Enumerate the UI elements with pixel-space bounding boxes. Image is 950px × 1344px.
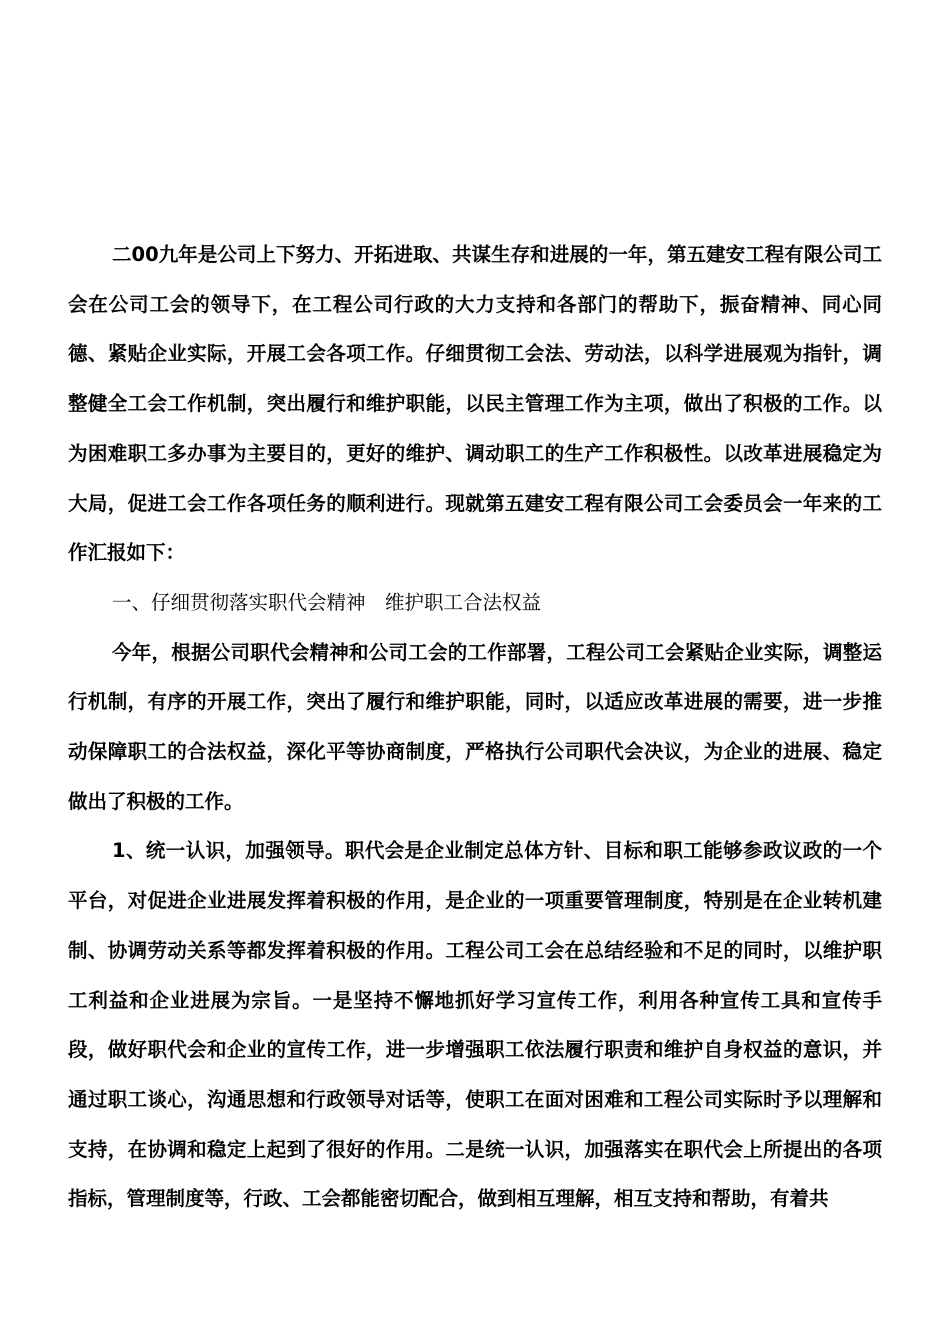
item-paragraph: 1、统一认识，加强领导。职代会是企业制定总体方针、目标和职工能够参政议政的一个平台，对促进企业进展发挥着积极的作用，是企业的一项重要管理制度，特别是在企业转机建制、协调劳动关系等都发挥着积极的作用。工程公司工会在总结经验和不足的同时，以维护职工利益和企业进展为宗旨。一是坚持不懈地抓好学习宣传工作，利用各种宣传工具和宣传手段，做好职代会和企业的宣传工作，进一步增强职工依法履行职责和维护自身权益的意识，并通过职工谈心，沟通思想和行政领导对话等，使职工在面对困难和工程公司实际时予以理解和支持，在协调和稳定上起到了很好的作用。二是统一认识，加强落实在职代会上所提出的各项指标，管理制度等，行政、工会都能密切配合，做到相互理解，相互支持和帮助，有着共 [68,839,882,1211]
document-body [68,230,882,1224]
section-paragraph: 今年，根据公司职代会精神和公司工会的工作部署，工程公司工会紧贴企业实际，调整运行机制，有序的开展工作，突出了履行和维护职能，同时，以适应改革进展的需要，进一步推动保障职工的合法权益，深化平等协商制度，严格执行公司职代会决议，为企业的进展、稳定做出了积极的工作。 [68,640,882,813]
section-heading: 一、仔细贯彻落实职代会精神 维护职工合法权益 [112,590,542,614]
intro-paragraph: 二00九年是公司上下努力、开拓进取、共谋生存和进展的一年，第五建安工程有限公司工会在公司工会的领导下，在工程公司行政的大力支持和各部门的帮助下，振奋精神、同心同德、紧贴企业实际，开展工会各项工作。仔细贯彻工会法、劳动法，以科学进展观为指针，调整健全工会工作机制，突出履行和维护职能，以民主管理工作为主项，做出了积极的工作。以为困难职工多办事为主要目的，更好的维护、调动职工的生产工作积极性。以改革进展稳定为大局，促进工会工作各项任务的顺利进行。现就第五建安工程有限公司工会委员会一年来的工作汇报如下： [68,243,882,565]
